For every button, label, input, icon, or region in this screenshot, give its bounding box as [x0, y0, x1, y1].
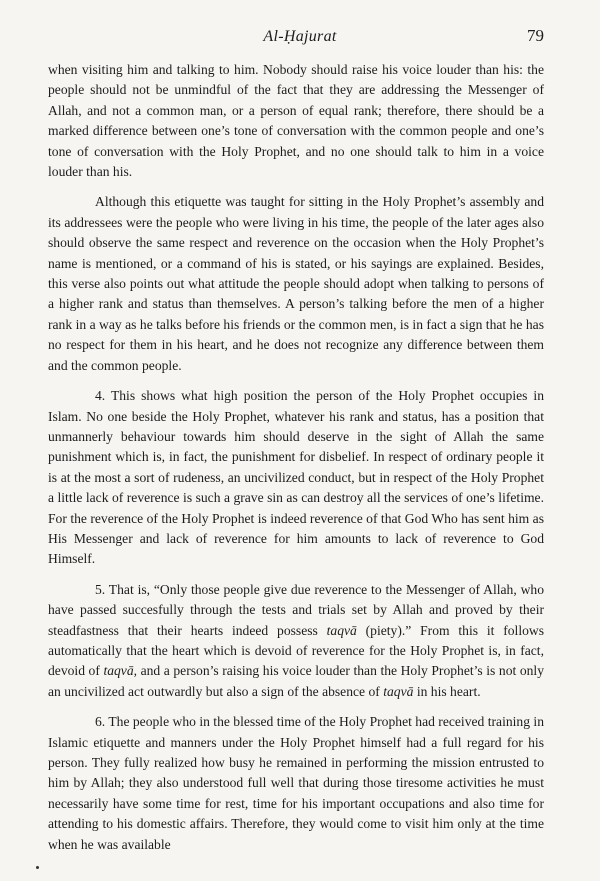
page-number: 79 — [527, 26, 544, 45]
paragraph — [48, 580, 544, 702]
text-run: Although this etiquette was taught for sitting in the Holy Prophet’s assembly and its addressees were the people who were living in his time, the people of the later ages also should observe the same respect and reverence on the occasion when the Holy Prophet’s name is mentioned, or a command of his is stated, or his sayings are explained. Besides, this verse also points out what attitude the people should adopt when talking to persons of a higher rank and status than themselves. A person’s talking before the men of a higher rank in a way as he talks before his friends or the common men, is in fact a sign that he has no respect for them in his heart, and he does not recognize any difference between them and the common people. — [48, 194, 544, 373]
italic-term: taqvā — [326, 622, 357, 638]
italic-term: taqvā — [103, 663, 134, 679]
body-text — [48, 60, 544, 865]
paragraph — [48, 60, 544, 182]
text-run: (piety).” From this it follows automatically that the heart which is devoid of reverence for the Holy Prophet is, in fact, devoid of — [48, 622, 544, 679]
text-run: when visiting him and talking to him. Nobody should raise his voice louder than his: the people should not be unmindful of the fact that they are addressing the Messenger of Allah, and not a common man, or a person of equal rank; therefore, there should be a marked difference between one’s tone of conversation with the common people and one’s tone of conversation with the Holy Prophet, and no one should talk to him in a voice louder than his. — [48, 62, 544, 180]
italic-term: taqvā — [383, 683, 414, 699]
paragraph — [48, 712, 544, 855]
text-run: 4. This shows what high position the person of the Holy Prophet occupies in Islam. No one beside the Holy Prophet, whatever his rank and status, has a position that unmannerly behaviour towards him should deserve in the sight of Allah the same punishment which is, in fact, the punishment for disbelief. In respect of ordinary people it is at the most a sort of rudeness, an uncivilized conduct, but in respect of the Holy Prophet a little lack of reverence is such a grave sin as can destroy all the services of one’s lifetime. For the reverence of the Holy Prophet is indeed reverence of that God Who has sent him as His Messenger and lack of reverence for him amounts to lack of reverence to God Himself. — [48, 388, 544, 567]
text-run: in his heart. — [413, 683, 481, 699]
scan-speck — [36, 866, 39, 869]
text-run: 6. The people who in the blessed time of the Holy Prophet had received training in Islamic etiquette and manners under the Holy Prophet himself had a full regard for his person. They fully realized how busy he remained in performing the mission entrusted to him by Allah; they also understood full well that during those tiresome activities he must necessarily have some time for rest, time for his important occupations and also time for attending to his domestic affairs. Therefore, they would come to visit him only at the time when he was available — [48, 714, 544, 852]
text-run: 5. That is, “Only those people give due reverence to the Messenger of Allah, who have passed succesfully through the tests and trials set by Allah and proved by their steadfastness that their hearts indeed possess — [48, 581, 544, 638]
running-title: Al-Ḥajurat — [263, 28, 337, 45]
paragraph — [48, 192, 544, 376]
paragraph — [48, 386, 544, 570]
text-run: , and a person’s raising his voice louder than the Holy Prophet’s is not only an uncivilized act outwardly but also a sign of the absence of — [48, 663, 544, 699]
page-header — [0, 28, 600, 50]
